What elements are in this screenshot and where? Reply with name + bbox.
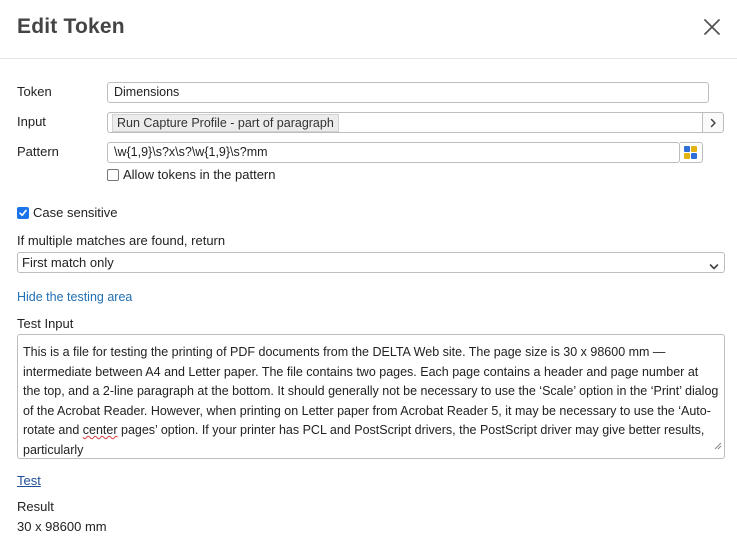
multiple-matches-select[interactable] — [17, 252, 725, 273]
allow-tokens-checkbox[interactable] — [107, 169, 119, 181]
misspelled-word: center — [82, 423, 118, 437]
case-sensitive-row[interactable] — [17, 205, 118, 220]
test-input-label: Test Input — [17, 316, 74, 331]
case-sensitive-checkbox[interactable] — [17, 207, 29, 219]
input-select-button[interactable] — [702, 112, 724, 133]
multiple-matches-label: If multiple matches are found, return — [17, 233, 226, 248]
multiple-matches-value: First match only — [22, 255, 114, 270]
allow-tokens-label: Allow tokens in the pattern — [123, 167, 276, 182]
test-input-text-before: This is a file for testing the printing of PDF documents from the DELTA Web site. The page size is 30 x 98600 mm — intermediate between A4 and Letter paper. The file contains two pages. Each page contains a header and page number at the top, and a 2-line paragraph at the bottom. It should generally not be necessary to use the ‘Scale’ option in the ‘Print’ dialog of the Acrobat Reader. However, when printing on Letter paper from Acrobat Reader 5, it may be necessary to use the ‘Auto-rotate and — [23, 345, 719, 437]
pattern-builder-button[interactable] — [680, 142, 703, 163]
result-value: 30 x 98600 mm — [17, 519, 107, 534]
close-icon[interactable] — [701, 16, 723, 38]
dialog-title: Edit Token — [17, 15, 125, 38]
pattern-input[interactable]: \w{1,9}\s?x\s?\w{1,9}\s?mm — [107, 142, 680, 163]
token-label: Token — [17, 84, 52, 99]
chevron-down-icon — [709, 259, 719, 274]
input-field[interactable] — [107, 112, 703, 133]
resize-grip-icon[interactable] — [714, 437, 722, 457]
case-sensitive-label: Case sensitive — [33, 205, 118, 220]
input-label: Input — [17, 114, 46, 129]
input-chip[interactable]: Run Capture Profile - part of paragraph — [112, 114, 339, 132]
allow-tokens-row[interactable] — [107, 167, 275, 182]
hide-testing-area-link[interactable]: Hide the testing area — [17, 290, 133, 304]
dialog-header — [0, 0, 737, 59]
token-input[interactable]: Dimensions — [107, 82, 709, 103]
checkmark-icon — [19, 209, 27, 217]
pattern-label: Pattern — [17, 144, 59, 159]
result-label: Result — [17, 499, 54, 514]
test-input-text-after: pages’ option. If your printer has PCL and PostScript drivers, the PostScript driver may give better results, particularly — [23, 423, 705, 457]
test-link[interactable]: Test — [17, 473, 41, 488]
test-input-textarea[interactable] — [17, 334, 725, 459]
